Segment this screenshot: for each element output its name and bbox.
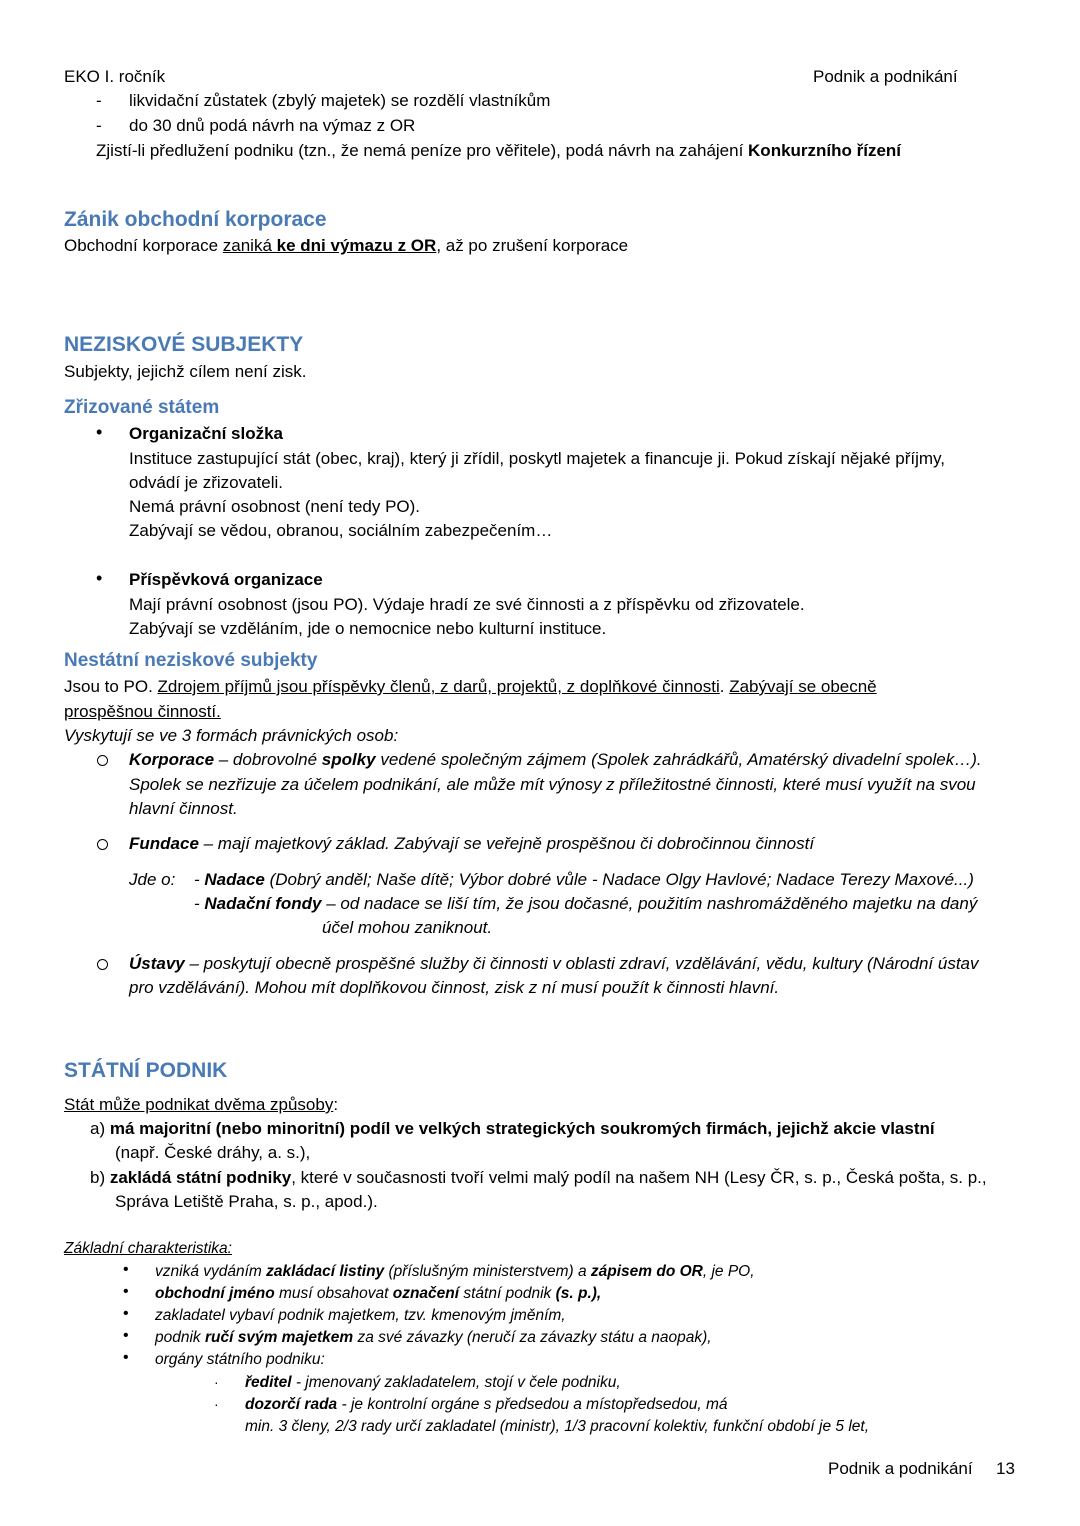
paragraph: Instituce zastupující stát (obec, kraj), který ji zřídil, poskytl majetek a financuje ji. Pokud získají nějaké příjmy, <box>129 449 946 468</box>
dash-marker: - <box>96 116 102 135</box>
paragraph: účel mohou zaniknout. <box>322 918 493 937</box>
list-item: vzniká vydáním zakládací listiny (příslušným ministerstvem) a zápisem do OR, je PO, <box>155 1263 755 1280</box>
list-item: b) zakládá státní podniky, které v současnosti tvoří velmi malý podíl na našem NH (Lesy ČR, s. p., Česká pošta, s. p., <box>90 1168 987 1187</box>
list-item: dozorčí rada - je kontrolní orgáne s předsedou a místopředsedou, má <box>245 1396 728 1413</box>
list-item: min. 3 členy, 2/3 rady určí zakladatel (ministr), 1/3 pracovní kolektiv, funkční období je 5 let, <box>245 1418 870 1435</box>
paragraph: (např. České dráhy, a. s.), <box>115 1143 311 1162</box>
paragraph: Vyskytují se ve 3 formách právnických osob: <box>64 726 399 745</box>
paragraph: Ústavy – poskytují obecně prospěšné služby či činnosti v oblasti zdraví, vzdělávání, vědu, kultury (Národní ústav <box>129 954 979 973</box>
paragraph: Stát může podnikat dvěma způsoby: <box>64 1095 339 1114</box>
list-item: do 30 dnů podá návrh na výmaz z OR <box>129 116 416 135</box>
bullet-marker: · <box>214 1396 219 1412</box>
paragraph: Obchodní korporace zaniká ke dni výmazu z OR, až po zrušení korporace <box>64 236 629 255</box>
label: Jde o: <box>129 870 176 889</box>
paragraph: Mají právní osobnost (jsou PO). Výdaje hradí ze své činnosti a z příspěvku od zřizovatele. <box>129 595 805 614</box>
paragraph: Zjistí-li předlužení podniku (tzn., že nemá peníze pro věřitele), podá návrh na zahájení Konkurzního řízení <box>96 141 902 160</box>
paragraph: odvádí je zřizovateli. <box>129 473 284 492</box>
item-title: Organizační složka <box>129 424 283 443</box>
dash-marker: - <box>96 91 102 110</box>
paragraph: prospěšnou činností. <box>64 702 221 721</box>
list-item: zakladatel vybaví podnik majetkem, tzv. kmenovým jměním, <box>155 1307 566 1324</box>
list-item: ředitel - jmenovaný zakladatelem, stojí v čele podniku, <box>245 1374 621 1391</box>
section-heading: Zánik obchodní korporace <box>64 208 327 231</box>
subheading: Základní charakteristika: <box>64 1240 232 1257</box>
circle-bullet <box>97 755 108 766</box>
paragraph: Spolek se nezřizuje za účelem podnikání, ale může mít výnosy z příležitostné činnosti, které musí využít na svou <box>129 775 976 794</box>
header-right: Podnik a podnikání <box>813 67 958 86</box>
bullet-marker: · <box>214 1374 219 1390</box>
bullet-marker: • <box>123 1305 129 1322</box>
paragraph: Jsou to PO. Zdrojem příjmů jsou příspěvky členů, z darů, projektů, z doplňkové činnosti. Zabývají se obecně <box>64 677 877 696</box>
item-title: Příspěvková organizace <box>129 570 323 589</box>
bullet-marker: • <box>123 1327 129 1344</box>
bullet-marker: • <box>96 568 103 588</box>
paragraph: hlavní činnost. <box>129 799 238 818</box>
paragraph: - Nadační fondy – od nadace se liší tím, že jsou dočasné, použitím nashromážděného majetku na daný <box>194 894 978 913</box>
bullet-marker: • <box>123 1261 129 1278</box>
bullet-marker: • <box>123 1283 129 1300</box>
list-item: obchodní jméno musí obsahovat označení státní podnik (s. p.), <box>155 1285 602 1302</box>
header-left: EKO I. ročník <box>64 67 166 86</box>
bullet-marker: • <box>96 422 103 442</box>
paragraph: Fundace – mají majetkový základ. Zabývají se veřejně prospěšnou či dobročinnou činností <box>129 834 815 853</box>
subsection-heading: Zřizované státem <box>64 397 220 418</box>
list-item: likvidační zůstatek (zbylý majetek) se rozdělí vlastníkům <box>129 91 551 110</box>
paragraph: Korporace – dobrovolné spolky vedené společným zájmem (Spolek zahrádkářů, Amatérský divadelní spolek…). <box>129 750 982 769</box>
circle-bullet <box>97 959 108 970</box>
paragraph: Zabývají se vědou, obranou, sociálním zabezpečením… <box>129 521 553 540</box>
paragraph: Nemá právní osobnost (není tedy PO). <box>129 497 421 516</box>
list-item: podnik ručí svým majetkem za své závazky (neručí za závazky státu a naopak), <box>155 1329 712 1346</box>
footer-label: Podnik a podnikání <box>828 1459 973 1478</box>
list-item: orgány státního podniku: <box>155 1351 325 1368</box>
paragraph: Zabývají se vzděláním, jde o nemocnice nebo kulturní instituce. <box>129 619 607 638</box>
paragraph: pro vzdělávání). Mohou mít doplňkovou činnost, zisk z ní musí použít k činnosti hlavní. <box>129 978 780 997</box>
subsection-heading: Nestátní neziskové subjekty <box>64 650 318 671</box>
paragraph: Správa Letiště Praha, s. p., apod.). <box>115 1192 378 1211</box>
page-number: 13 <box>996 1459 1015 1478</box>
section-heading: STÁTNÍ PODNIK <box>64 1059 228 1082</box>
paragraph: Subjekty, jejichž cílem není zisk. <box>64 362 307 381</box>
circle-bullet <box>97 839 108 850</box>
list-item: a) má majoritní (nebo minoritní) podíl ve velkých strategických soukromých firmách, jejichž akcie vlastní <box>90 1119 935 1138</box>
section-heading: NEZISKOVÉ SUBJEKTY <box>64 333 304 356</box>
bullet-marker: • <box>123 1349 129 1366</box>
paragraph: - Nadace (Dobrý anděl; Naše dítě; Výbor dobré vůle - Nadace Olgy Havlové; Nadace Terezy Maxové...) <box>194 870 974 889</box>
